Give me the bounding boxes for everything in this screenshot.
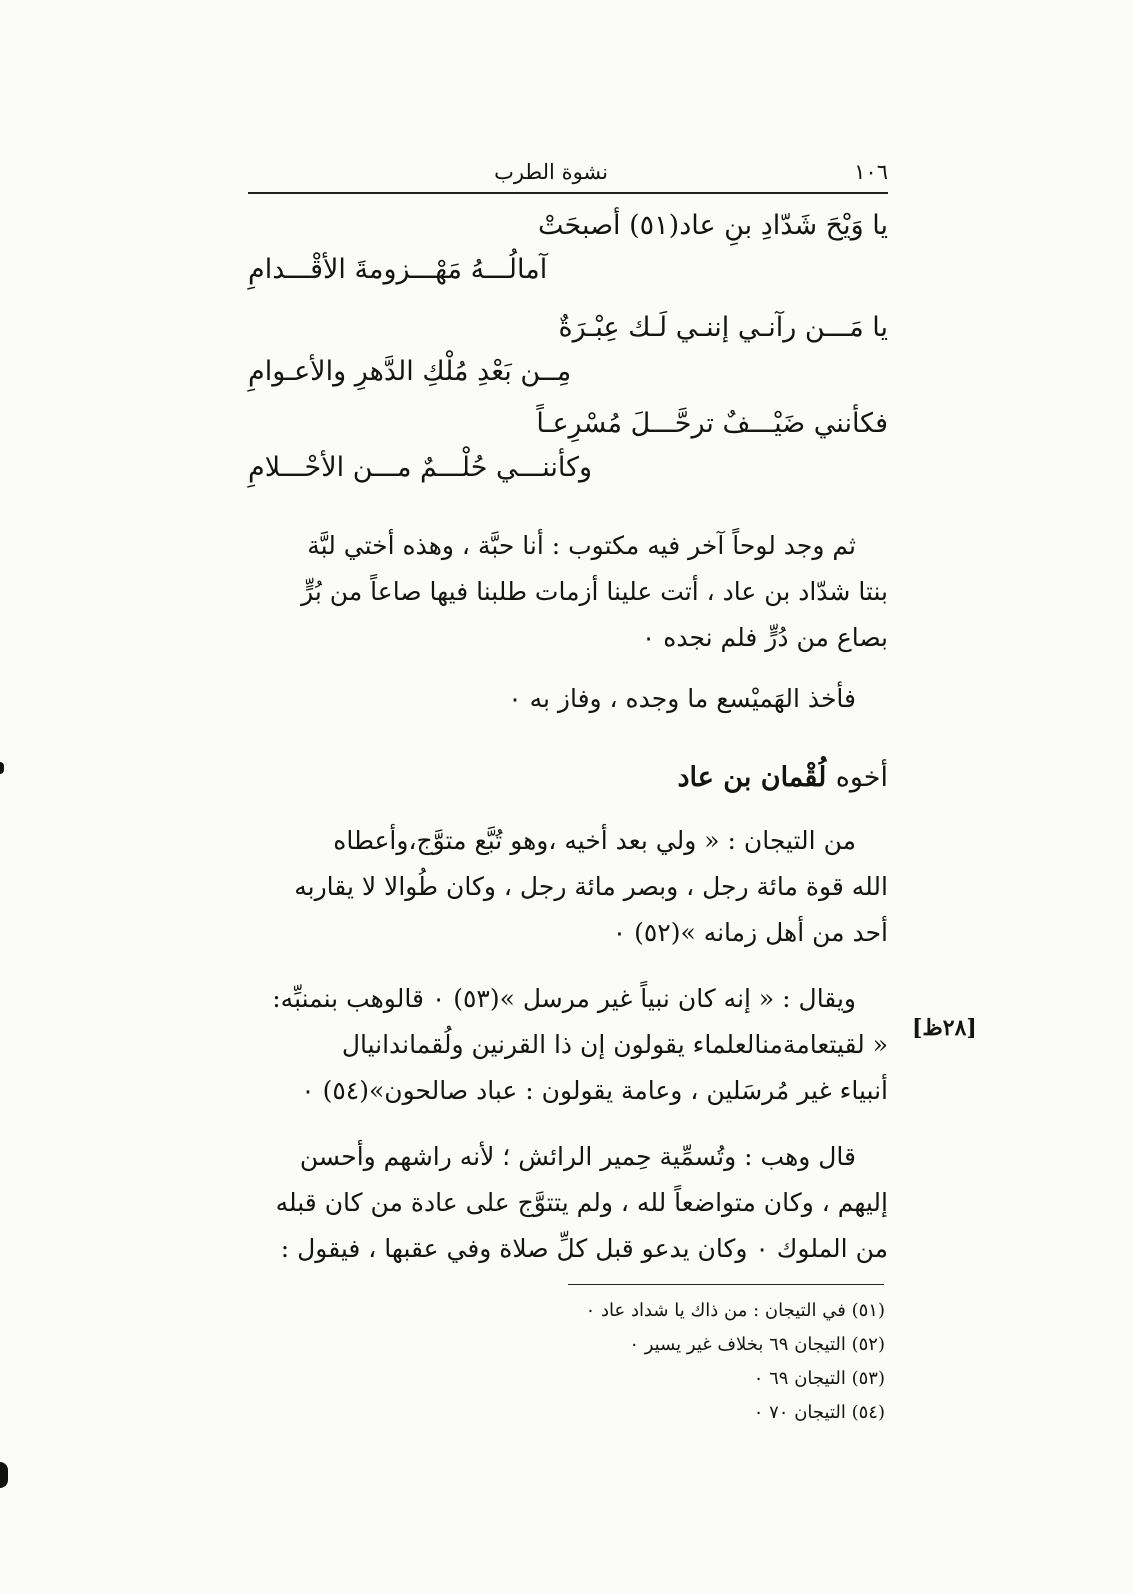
- poem-hemistich-first: يا مَـــن رآنـي إننـي لَـك عِبْـرَةٌ: [558, 312, 888, 343]
- paragraph: [248, 1134, 888, 1272]
- folio-margin-note: [٢٨ظ]: [912, 1015, 977, 1041]
- heading-prefix: أخوه: [835, 762, 888, 793]
- text-line: قال وهب : وتُسمِّية حِمير الرائش ؛ لأنه راشهم وأحسن: [299, 1142, 856, 1171]
- poem-hemistich-first: فكأنني ضَيْـــفٌ ترحَّـــلَ مُسْرِعـاً: [536, 408, 888, 439]
- poem-couplet: [248, 408, 888, 488]
- text-line: الله قوة مائة رجل ، وبصر مائة رجل ، وكان طُوالا لا يقاربه: [294, 872, 888, 901]
- poem-hemistich-first: يا وَيْحَ شَدّادِ بنِ عاد(٥١) أصبحَتْ: [538, 210, 888, 241]
- paragraph: [248, 818, 888, 956]
- poem-couplet: [248, 312, 888, 392]
- poem-hemistich-second: آمالُـــهُ مَهْـــزومةَ الأقْـــدامِ: [248, 254, 548, 285]
- footnote: (٥١) في التيجان : من ذاك يا شداد عاد ٠: [585, 1300, 885, 1321]
- page-number: ١٠٦: [854, 160, 888, 184]
- paragraph: [248, 976, 888, 1114]
- text-line: أنبياء غير مُرسَلين ، وعامة يقولون : عباد صالحون»(٥٤) ٠: [301, 1076, 888, 1105]
- footnotes: [586, 1294, 885, 1430]
- poem-couplet: [248, 210, 888, 290]
- footnote-divider: [568, 1284, 884, 1285]
- heading-name: لُقْمان بن عاد: [677, 762, 827, 793]
- footnote: (٥٣) التيجان ٦٩ ٠: [753, 1368, 885, 1389]
- text-line: إليهم ، وكان متواضعاً لله ، ولم يتتوَّج على عادة من كان قبله: [275, 1188, 888, 1217]
- section-heading: [678, 762, 888, 793]
- poem-hemistich-second: وكأننـــي حُلْـــمٌ مـــن الأحْـــلامِ: [248, 452, 592, 483]
- text-line: أحد من أهل زمانه »(٥٢) ٠: [612, 918, 888, 947]
- footnote: (٥٢) التيجان ٦٩ بخلاف غير يسير ٠: [629, 1334, 885, 1355]
- text-line: فأخذ الهَميْسع ما وجده ، وفاز به ٠: [508, 684, 856, 713]
- text-line: من الملوك ٠ وكان يدعو قبل كلِّ صلاة وفي عقبها ، فيقول :: [280, 1234, 888, 1263]
- text-line: ويقال : « إنه كان نبياً غير مرسل »(٥٣) ٠ قالوهب بنمنبِّه:: [272, 984, 856, 1013]
- poem-hemistich-second: مِــن بَعْدِ مُلْكِ الدَّهرِ والأعـوامِ: [248, 356, 572, 387]
- paragraph: [248, 676, 888, 722]
- page-header: [248, 158, 888, 194]
- scan-edge-mark: [0, 1462, 8, 1488]
- text-line: بصاع من دُرٍّ فلم نجده ٠: [641, 623, 888, 652]
- text-line: بنتا شدّاد بن عاد ، أتت علينا أزمات طلبنا فيها صاعاً من بُرٍّ: [301, 577, 888, 606]
- text-line: ثم وجد لوحاً آخر فيه مكتوب : أنا حبَّة ، وهذه أختي لبَّة: [307, 531, 856, 560]
- scan-edge-mark: [0, 762, 4, 774]
- running-title: نشوة الطرب: [494, 160, 608, 184]
- footnote: (٥٤) التيجان ٧٠ ٠: [753, 1402, 885, 1423]
- paragraph: [248, 523, 888, 661]
- text-line: من التيجان : « ولي بعد أخيه ،وهو تُبَّع متوَّج،وأعطاه: [333, 826, 856, 855]
- text-line: « لقيتعامةمنالعلماء يقولون إن ذا القرنين ولُقماندانيال: [341, 1030, 888, 1059]
